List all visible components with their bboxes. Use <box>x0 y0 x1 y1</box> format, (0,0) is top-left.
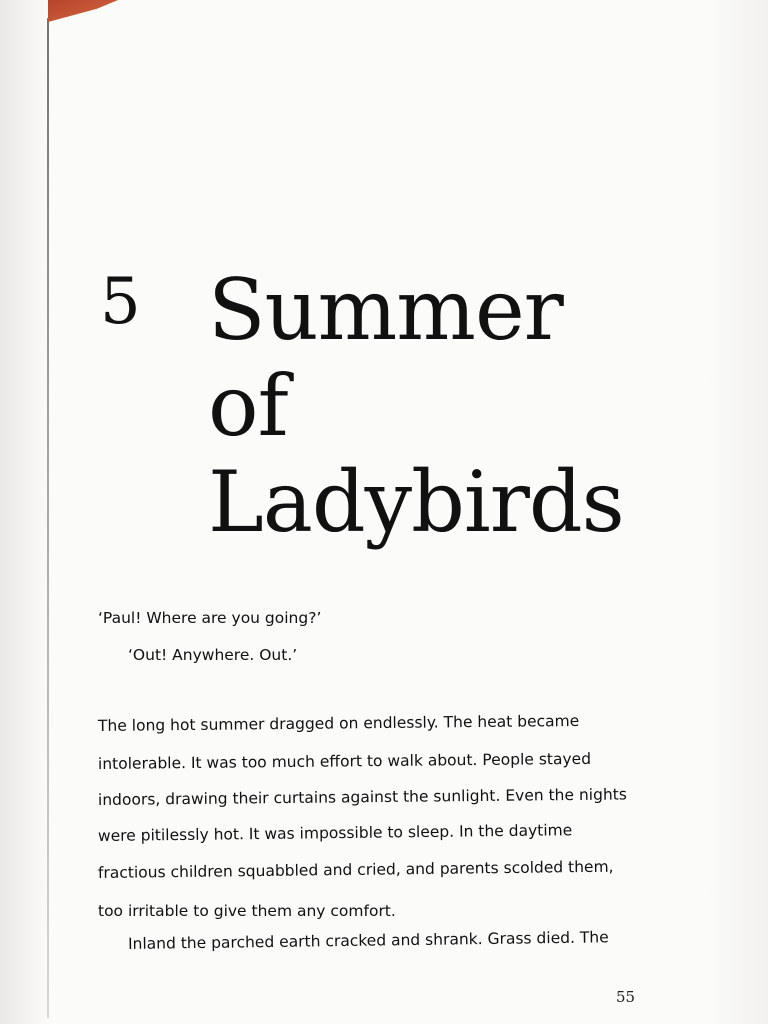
chapter-title-line: of <box>208 357 288 455</box>
binding-edge <box>47 18 49 1018</box>
paragraph-line: indoors, drawing their curtains against the sunlight. Even the nights <box>97 785 627 809</box>
dialogue-line: ‘Out! Anywhere. Out.’ <box>128 646 298 664</box>
page-gutter <box>0 0 50 1024</box>
paragraph-line: were pitilessly hot. It was impossible to sleep. In the daytime <box>97 821 573 845</box>
page-edge-shadow <box>708 0 768 1024</box>
chapter-title-line: Summer <box>208 261 563 359</box>
paragraph-line: Inland the parched earth cracked and shrank. Grass died. The <box>127 928 609 953</box>
chapter-title-line: Ladybirds <box>208 453 624 551</box>
chapter-title <box>208 262 624 550</box>
paragraph-line: fractious children squabbled and cried, and parents scolded them, <box>97 857 614 882</box>
paragraph-line: The long hot summer dragged on endlessly. The heat became <box>97 711 580 735</box>
dialogue-line: ‘Paul! Where are you going?’ <box>98 609 322 627</box>
page-number: 55 <box>616 988 636 1006</box>
chapter-number: 5 <box>100 265 141 339</box>
corner-tab <box>48 0 118 22</box>
paragraph-line: intolerable. It was too much effort to walk about. People stayed <box>97 749 592 773</box>
paragraph-line: too irritable to give them any comfort. <box>98 902 396 920</box>
